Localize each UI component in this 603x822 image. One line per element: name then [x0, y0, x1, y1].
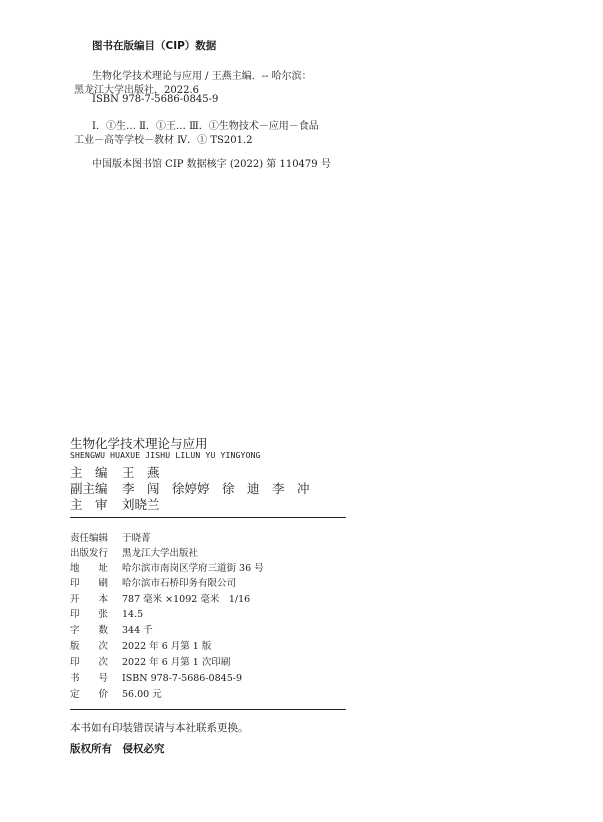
cip-line-6: 中国版本图书馆 CIP 数据核字 (2022) 第 110479 号: [92, 159, 331, 170]
info-value: 2022 年 6 月第 1 版: [122, 641, 212, 652]
cip-heading: 图书在版编目（CIP）数据: [92, 40, 217, 52]
cip-line-4: Ⅰ．①生… Ⅱ．①王… Ⅲ．①生物技术－应用－食品: [92, 121, 319, 132]
info-value: ISBN 978-7-5686-0845-9: [122, 673, 242, 684]
info-value: 于晓菁: [122, 533, 151, 544]
info-value: 哈尔滨市南岗区学府三道街 36 号: [122, 563, 264, 574]
info-value: 14.5: [122, 609, 144, 620]
cip-line-1: 生物化学技术理论与应用 / 王燕主编．-- 哈尔滨：: [92, 71, 312, 82]
info-key: 印 次: [70, 657, 109, 668]
copyright-notice: 版权所有 侵权必究: [70, 743, 165, 755]
cip-line-2: 黑龙江大学出版社，2022.6: [74, 85, 199, 96]
cip-line-5: 工业－高等学校－教材 Ⅳ．① TS201.2: [74, 135, 253, 146]
role-label: 副主编: [70, 481, 108, 496]
info-key: 书 号: [70, 673, 109, 684]
info-key: 出版发行: [70, 548, 109, 559]
info-value: 哈尔滨市石桥印务有限公司: [122, 578, 237, 589]
role-label: 主 审: [70, 497, 108, 512]
cip-line-3: ISBN 978-7-5686-0845-9: [92, 94, 219, 105]
info-row-editor: [70, 530, 151, 544]
misprint-notice: 本书如有印装错误请与本社联系更换。: [70, 722, 249, 734]
info-key: 印 刷: [70, 578, 109, 589]
info-key: 版 次: [70, 641, 109, 652]
info-key: 地 址: [70, 563, 109, 574]
info-key: 印 张: [70, 609, 109, 620]
info-row-sheets: [70, 606, 143, 620]
info-value: 2022 年 6 月第 1 次印刷: [122, 657, 231, 668]
info-row-wordcount: [70, 622, 153, 636]
info-key: 开 本: [70, 594, 109, 605]
info-row-edition: [70, 638, 211, 652]
book-title: 生物化学技术理论与应用: [70, 436, 208, 451]
info-row-publisher: [70, 545, 198, 559]
role-label: 主 编: [70, 465, 108, 480]
role-names: 李 闯 徐婷婷 徐 迪 李 冲: [122, 481, 310, 496]
divider-top: [70, 517, 346, 518]
info-row-printer: [70, 575, 236, 589]
role-reviewer: [70, 495, 160, 513]
info-value: 787 毫米 ×1092 毫米 1/16: [122, 594, 251, 605]
info-row-printing: [70, 654, 230, 668]
info-row-price: [70, 686, 162, 700]
info-key: 字 数: [70, 625, 109, 636]
divider-bottom: [70, 709, 346, 710]
info-row-isbn: [70, 670, 242, 684]
role-names: 王 燕: [122, 465, 160, 480]
info-row-address: [70, 560, 264, 574]
info-key: 定 价: [70, 689, 109, 700]
info-value: 黑龙江大学出版社: [122, 548, 199, 559]
book-title-pinyin: SHENGWU HUAXUE JISHU LILUN YU YINGYONG: [70, 451, 261, 460]
role-names: 刘晓兰: [122, 497, 160, 512]
info-row-format: [70, 591, 250, 605]
info-value: 56.00 元: [122, 689, 162, 700]
info-key: 责任编辑: [70, 533, 109, 544]
info-value: 344 千: [122, 625, 153, 636]
